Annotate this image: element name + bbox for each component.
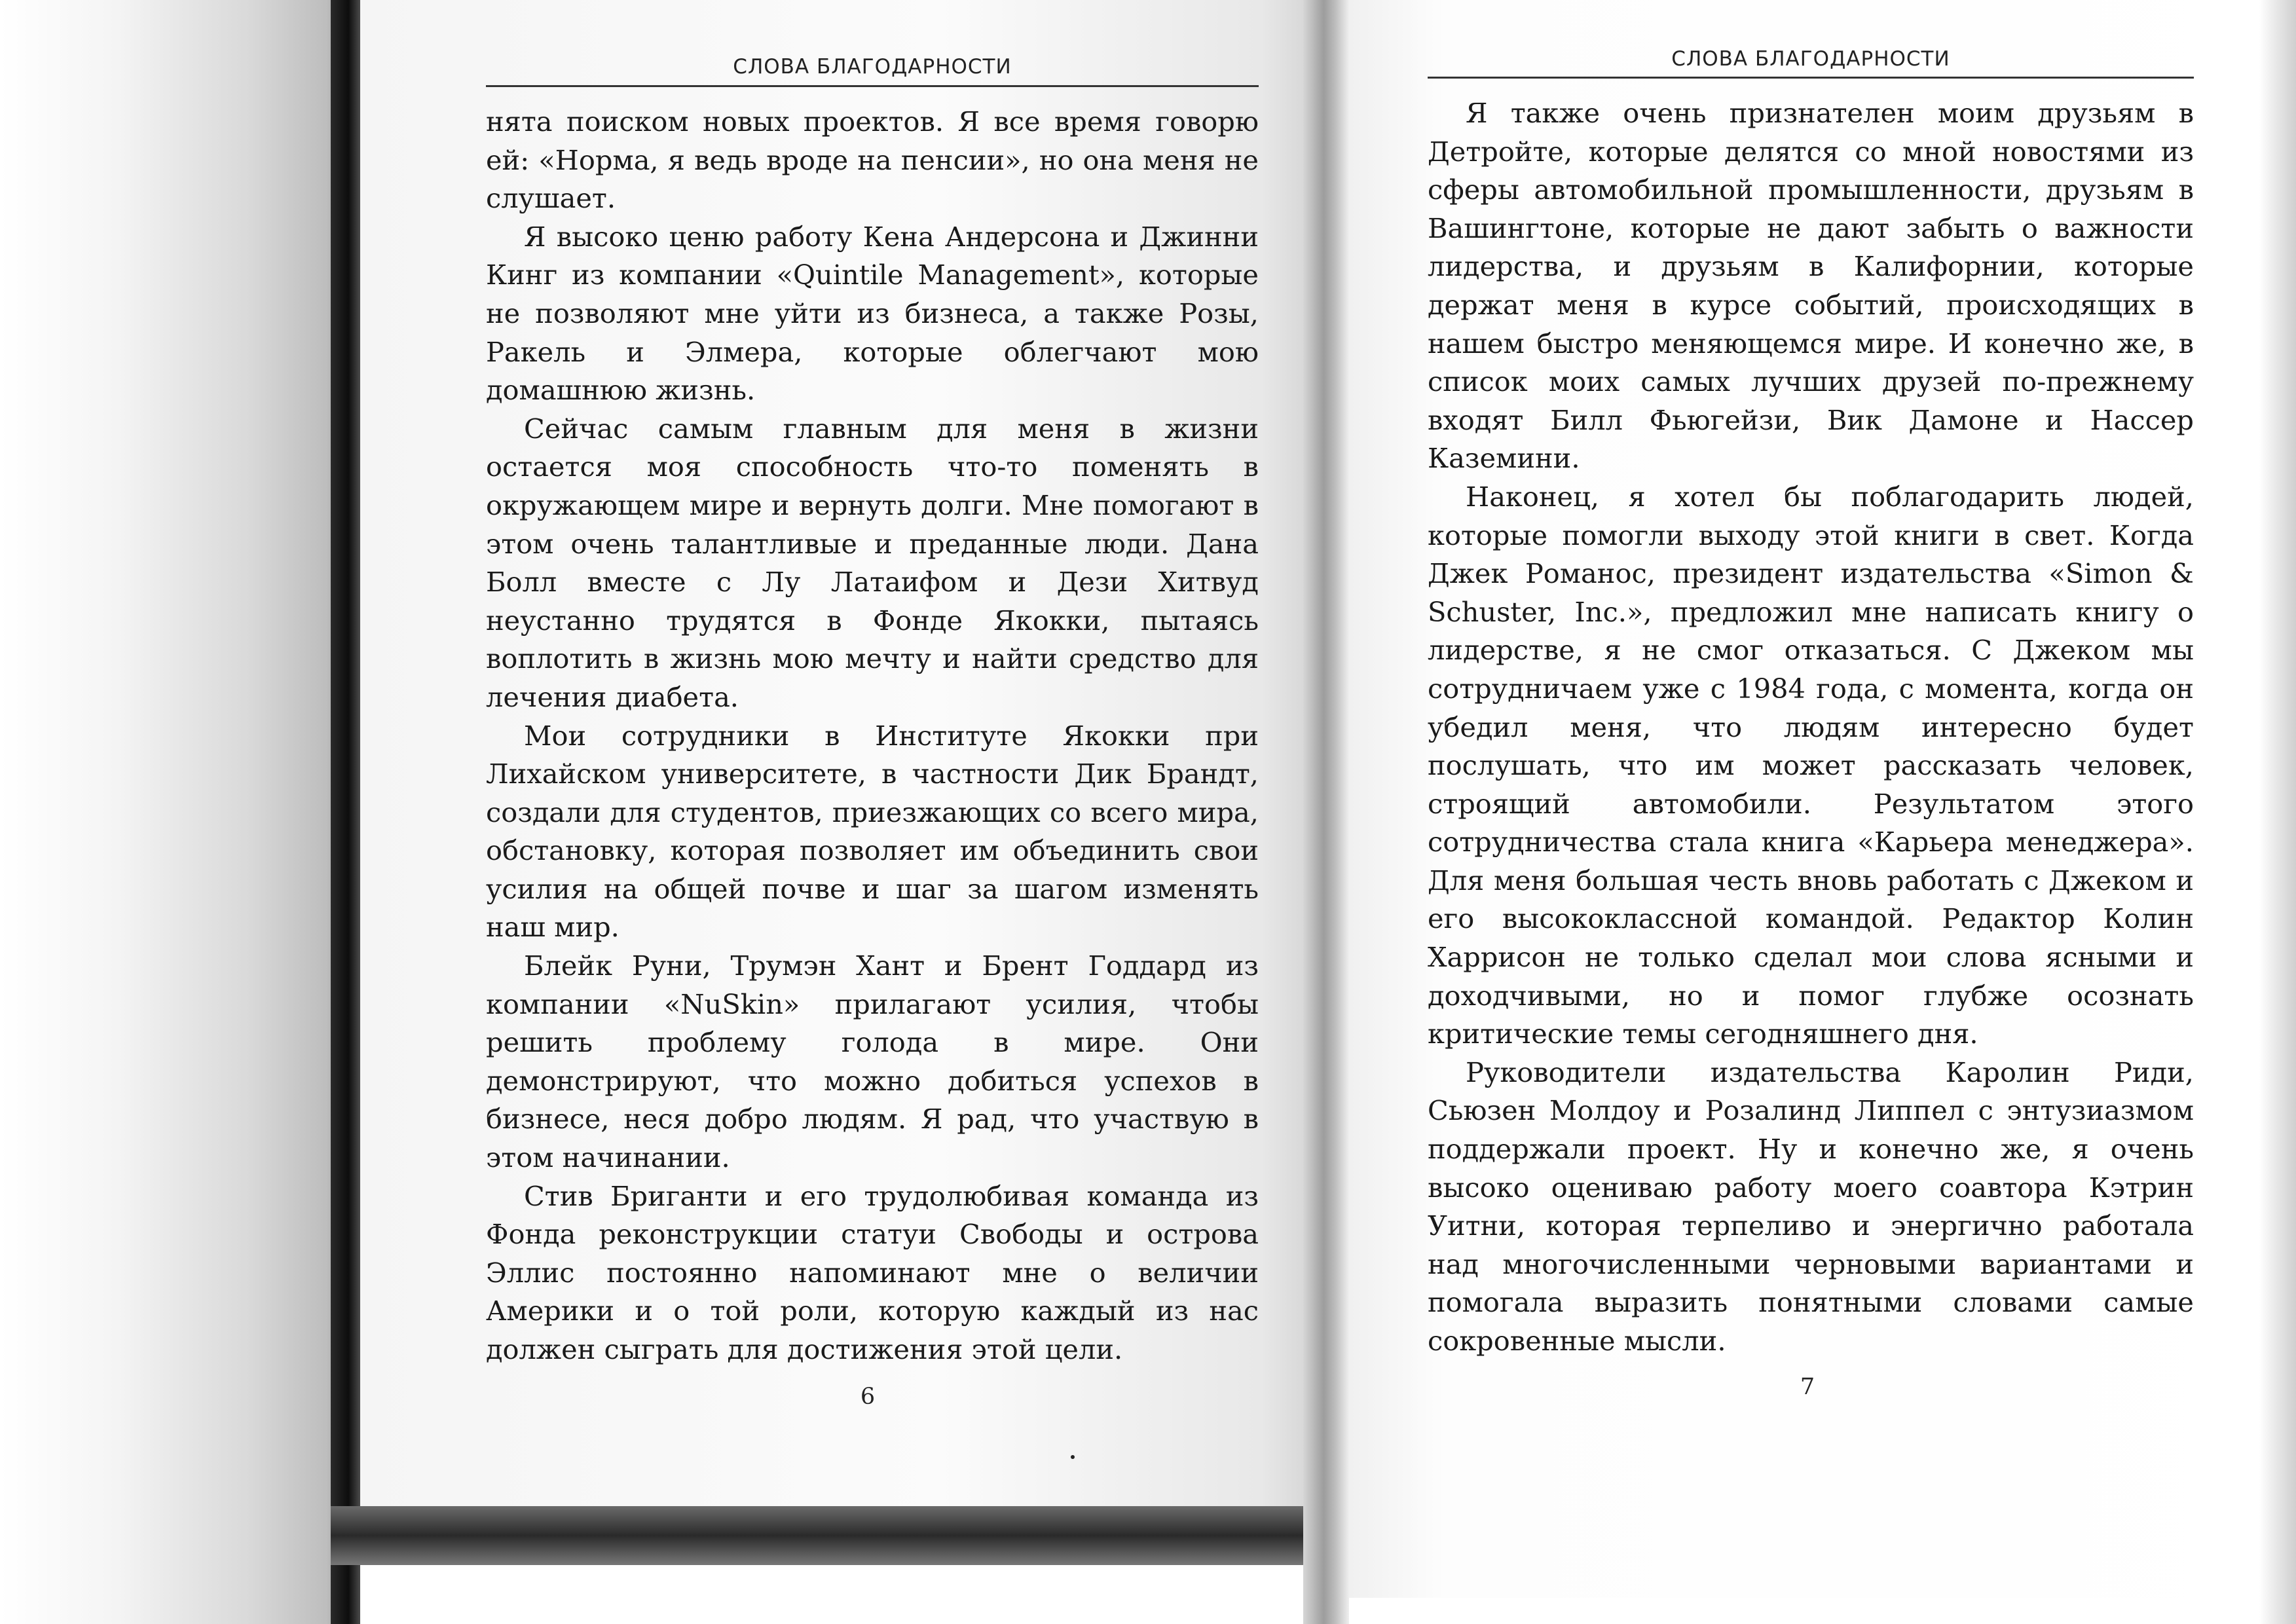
left-page-text xyxy=(486,103,1259,1369)
header-rule-left xyxy=(486,85,1259,87)
paragraph: Сейчас самым главным для меня в жизни остается моя способность что-то поменять в окружающем мире и вернуть долги. Мне помогают в этом очень талантливые и преданные люди. Дана Болл вместе с Лу Латаифом и Дези Хитвуд неустанно трудятся в Фонде Якокки, пытаясь воплотить в жизнь мою мечту и найти средство для лечения диабета. xyxy=(486,412,1259,713)
book-gutter xyxy=(1303,0,1349,1624)
paragraph: Мои сотрудники в Институте Якокки при Лихайском университете, в частности Дик Брандт, создали для студентов, приезжающих со всего мира, обстановку, которая позволяет им объединить свои усилия на общей почве и шаг за шагом изменять наш мир. xyxy=(486,719,1259,944)
running-head-left: СЛОВА БЛАГОДАРНОСТИ xyxy=(733,55,1012,79)
paragraph: Я высоко ценю работу Кена Андерсона и Джинни Кинг из компании «Quintile Management», которые не позволяют мне уйти из бизнеса, а также Розы, Ракель и Элмера, которые облегчают мою домашнюю жизнь. xyxy=(486,220,1259,407)
paragraph: Блейк Руни, Трумэн Хант и Брент Годдард из компании «NuSkin» прилагают усилия, чтобы решить проблему голода в мире. Они демонстрируют, что можно добиться успехов в бизнесе, неся добро людям. Я рад, что участвую в этом начинании. xyxy=(486,950,1259,1174)
right-page-text xyxy=(1428,94,2194,1361)
paragraph: Руководители издательства Каролин Риди, Сьюзен Молдоу и Розалинд Липпел с энтузиазмом поддержали проект. Ну и конечно же, я очень высоко оцениваю работу моего соавтора Кэтрин Уитни, которая терпеливо и энергично работала над многочисленными черновыми вариантами и помогала выразить понятными словами самые сокровенные мысли. xyxy=(1428,1056,2194,1357)
header-rule-right xyxy=(1428,77,2194,79)
scan-speck xyxy=(1071,1455,1075,1459)
running-head-right: СЛОВА БЛАГОДАРНОСТИ xyxy=(1671,47,1950,71)
paragraph: Стив Бриганти и его трудолюбивая команда из Фонда реконструкции статуи Свободы и острова Эллис постоянно напоминают мне о величии Америки и о той роли, которую каждый из нас должен сыграть для достижения этой цели. xyxy=(486,1179,1259,1365)
paragraph: Наконец, я хотел бы поблагодарить людей, которые помогли выходу этой книги в свет. Когда Джек Романос, президент издательства «Simon & Schuster, Inc.», предложил мне написать книгу о лидерстве, я не смог отказаться. С Джеком мы сотрудничаем уже с 1984 года, с момента, когда он убедил меня, что людям интересно будет послушать, что им может рассказать человек, строящий автомобили. Результатом этого сотрудничества стала книга «Карьера менеджера». Для меня большая честь вновь работать с Джеком и его высококлассной командой. Редактор Колин Харрисон не только сделал мои слова ясными и доходчивыми, но и помог глубже осознать критические темы сегодняшнего дня. xyxy=(1428,480,2194,1050)
page-number-left: 6 xyxy=(860,1384,876,1410)
book-cover-bottom xyxy=(331,1506,1346,1565)
paragraph: Я также очень признателен моим друзьям в Детройте, которые делятся со мной новостями из сферы автомобильной промышленности, друзьям в Вашингтоне, которые не дают забыть о важности лидерства, и друзьям в Калифорнии, которые держат меня в курсе событий, происходящих в нашем быстро меняющемся мире. И конечно же, в список моих самых лучших друзей по-прежнему входят Билл Фьюгейзи, Вик Дамоне и Нассер Каземини. xyxy=(1428,97,2194,475)
scan-edge-right xyxy=(2259,0,2296,1624)
scan-shadow-left xyxy=(0,0,341,1624)
page-number-right: 7 xyxy=(1800,1374,1815,1400)
paragraph: нята поиском новых проектов. Я все время говорю ей: «Норма, я ведь вроде на пенсии», но она меня не слушает. xyxy=(486,105,1259,215)
book-cover-edge xyxy=(331,0,360,1624)
